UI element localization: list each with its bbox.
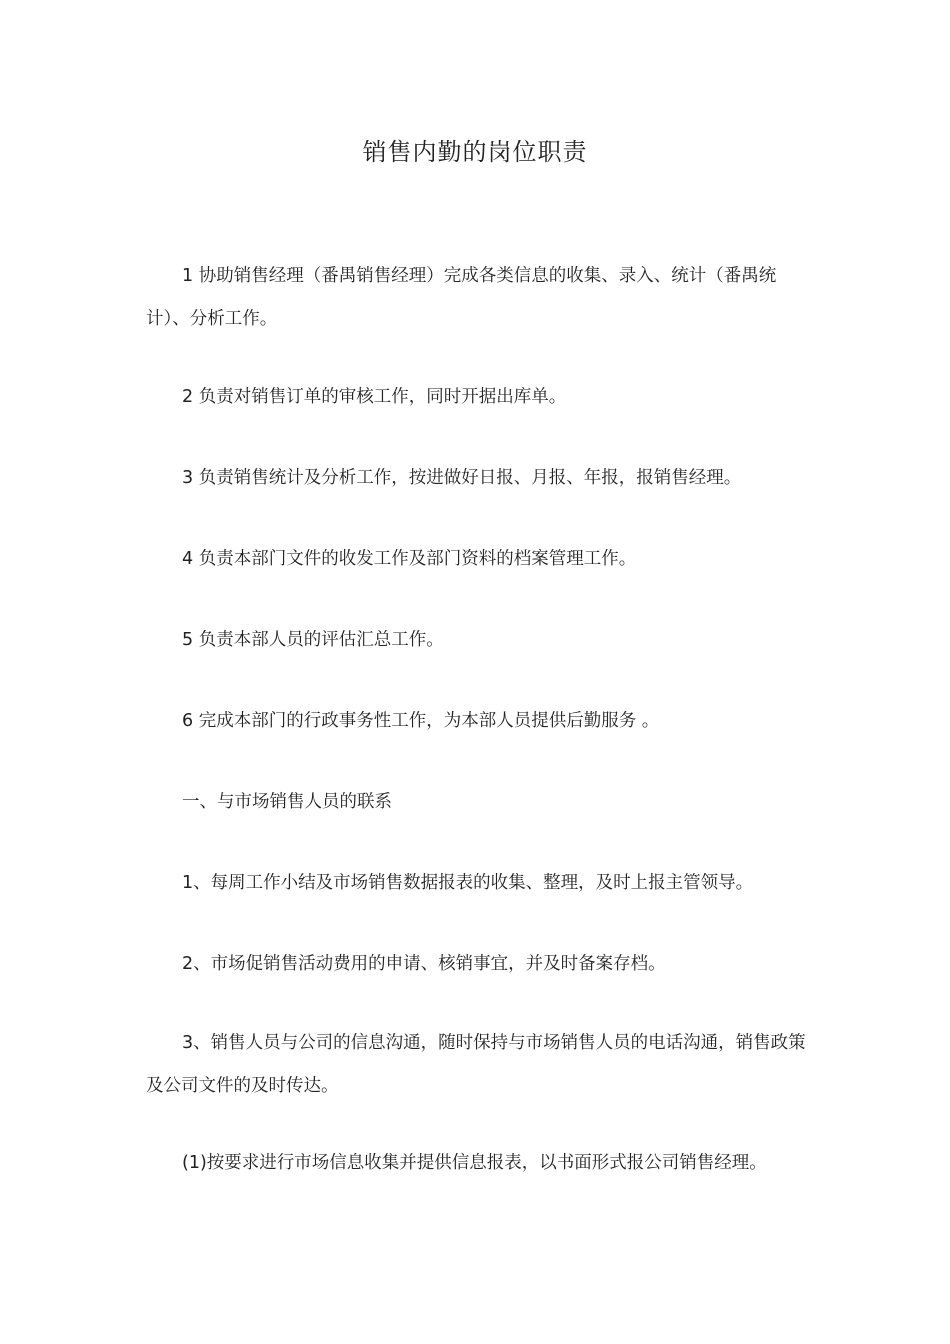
section-item-2: 2、市场促销售活动费用的申请、核销事宜，并及时备案存档。 bbox=[182, 954, 666, 974]
paragraph-5: 5 负责本部人员的评估汇总工作。 bbox=[182, 630, 444, 650]
section-heading: 一、与市场销售人员的联系 bbox=[182, 792, 392, 812]
paragraph-1: 1 协助销售经理（番禺销售经理）完成各类信息的收集、录入、统计（番禺统计）、分析工作。 bbox=[146, 266, 777, 329]
paragraph-3: 3 负责销售统计及分析工作，按进做好日报、月报、年报，报销售经理。 bbox=[182, 468, 742, 488]
paragraph-2: 2 负责对销售订单的审核工作，同时开据出库单。 bbox=[182, 387, 567, 407]
paragraph-4: 4 负责本部门文件的收发工作及部门资料的档案管理工作。 bbox=[182, 549, 637, 569]
section-subitem-1: (1)按要求进行市场信息收集并提供信息报表，以书面形式报公司销售经理。 bbox=[182, 1153, 767, 1173]
section-item-3: 3、销售人员与公司的信息沟通，随时保持与市场销售人员的电话沟通，销售政策及公司文件的及时传达。 bbox=[146, 1033, 806, 1096]
section-item-1: 1、每周工作小结及市场销售数据报表的收集、整理，及时上报主管领导。 bbox=[182, 873, 754, 893]
document-title: 销售内勤的岗位职责 bbox=[362, 138, 588, 166]
paragraph-6: 6 完成本部门的行政事务性工作，为本部人员提供后勤服务 。 bbox=[182, 711, 660, 731]
